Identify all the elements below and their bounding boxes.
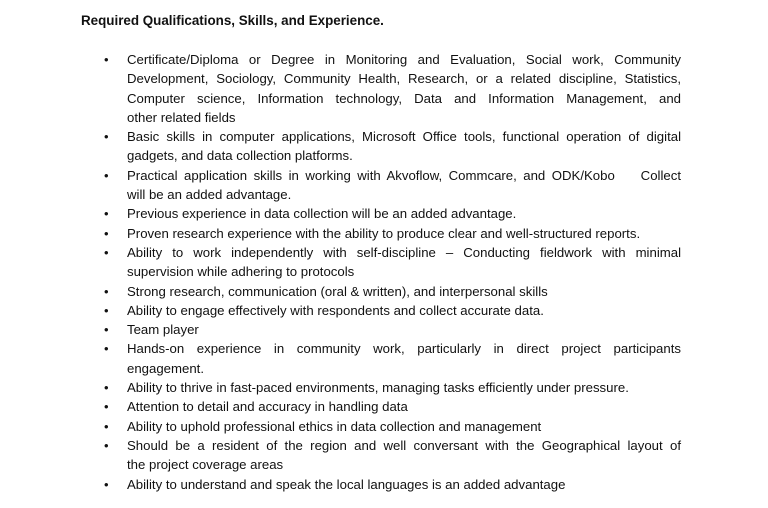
list-item-text-line: Practical application skills in working with Akvoflow, Commcare, and ODK/Kobo Collect — [127, 167, 681, 183]
list-item-text-line: other related fields — [127, 109, 236, 125]
list-item — [0, 320, 681, 339]
list-item-text-line: Team player — [127, 322, 199, 338]
list-item-text-line: engagement. — [127, 360, 204, 376]
list-item-text-line: Ability to uphold professional ethics in data collection and management — [127, 418, 542, 434]
list-item-text-line: will be an added advantage. — [127, 187, 292, 203]
bullet-icon — [104, 475, 114, 494]
list-item-text-line: Certificate/Diploma or Degree in Monitoring and Evaluation, Social work, Community — [127, 52, 681, 67]
list-item — [0, 282, 681, 301]
bullet-icon — [104, 417, 114, 436]
bullet-icon — [104, 397, 114, 416]
bullet-icon — [104, 436, 114, 455]
bullet-icon — [104, 320, 114, 339]
list-item — [0, 50, 681, 127]
list-item-text-line: Ability to work independently with self-discipline – Conducting fieldwork with minimal — [127, 244, 681, 260]
bullet-icon — [104, 166, 114, 185]
list-item-text-line: Computer science, Information technology, Data and Information Management, and — [127, 90, 681, 106]
list-item — [0, 243, 681, 282]
list-item — [0, 166, 681, 205]
bullet-icon — [104, 243, 114, 262]
list-item — [0, 204, 681, 223]
bullet-icon — [104, 301, 114, 320]
list-item — [0, 417, 681, 436]
list-item-text-line: Hands-on experience in community work, particularly in direct project participants — [127, 341, 681, 357]
qualifications-list — [0, 50, 681, 494]
list-item — [0, 475, 681, 494]
bullet-icon — [104, 127, 114, 146]
bullet-icon — [104, 224, 114, 243]
bullet-icon — [104, 378, 114, 397]
list-item — [0, 301, 681, 320]
bullet-icon — [104, 50, 114, 69]
list-item-text-line: Strong research, communication (oral & written), and interpersonal skills — [127, 283, 548, 299]
section-heading: Required Qualifications, Skills, and Experience. — [81, 13, 384, 28]
bullet-icon — [104, 282, 114, 301]
list-item-text-line: Proven research experience with the ability to produce clear and well-structured reports. — [127, 225, 641, 241]
list-item — [0, 378, 681, 397]
list-item — [0, 397, 681, 416]
list-item-text-line: Should be a resident of the region and well conversant with the Geographical layout of — [127, 437, 681, 453]
list-item — [0, 127, 681, 166]
list-item-text-line: Ability to understand and speak the local languages is an added advantage — [127, 476, 566, 492]
list-item-text-line: the project coverage areas — [127, 457, 284, 473]
list-item-text-line: Ability to thrive in fast-paced environments, managing tasks efficiently under pressure. — [127, 380, 629, 396]
list-item — [0, 339, 681, 378]
list-item-text-line: Basic skills in computer applications, Microsoft Office tools, functional operation of digital — [127, 129, 681, 145]
list-item — [0, 224, 681, 243]
list-item-text-line: Previous experience in data collection will be an added advantage. — [127, 206, 517, 222]
list-item-text-line: Attention to detail and accuracy in handling data — [127, 399, 408, 415]
list-item-text-line: Development, Sociology, Community Health, Research, or a related discipline, Statistics, — [127, 71, 681, 87]
list-item-text-line: Ability to engage effectively with respondents and collect accurate data. — [127, 302, 544, 318]
list-item — [0, 436, 681, 475]
list-item-text-line: gadgets, and data collection platforms. — [127, 148, 353, 164]
list-item-text-line: supervision while adhering to protocols — [127, 264, 355, 280]
bullet-icon — [104, 339, 114, 358]
bullet-icon — [104, 204, 114, 223]
